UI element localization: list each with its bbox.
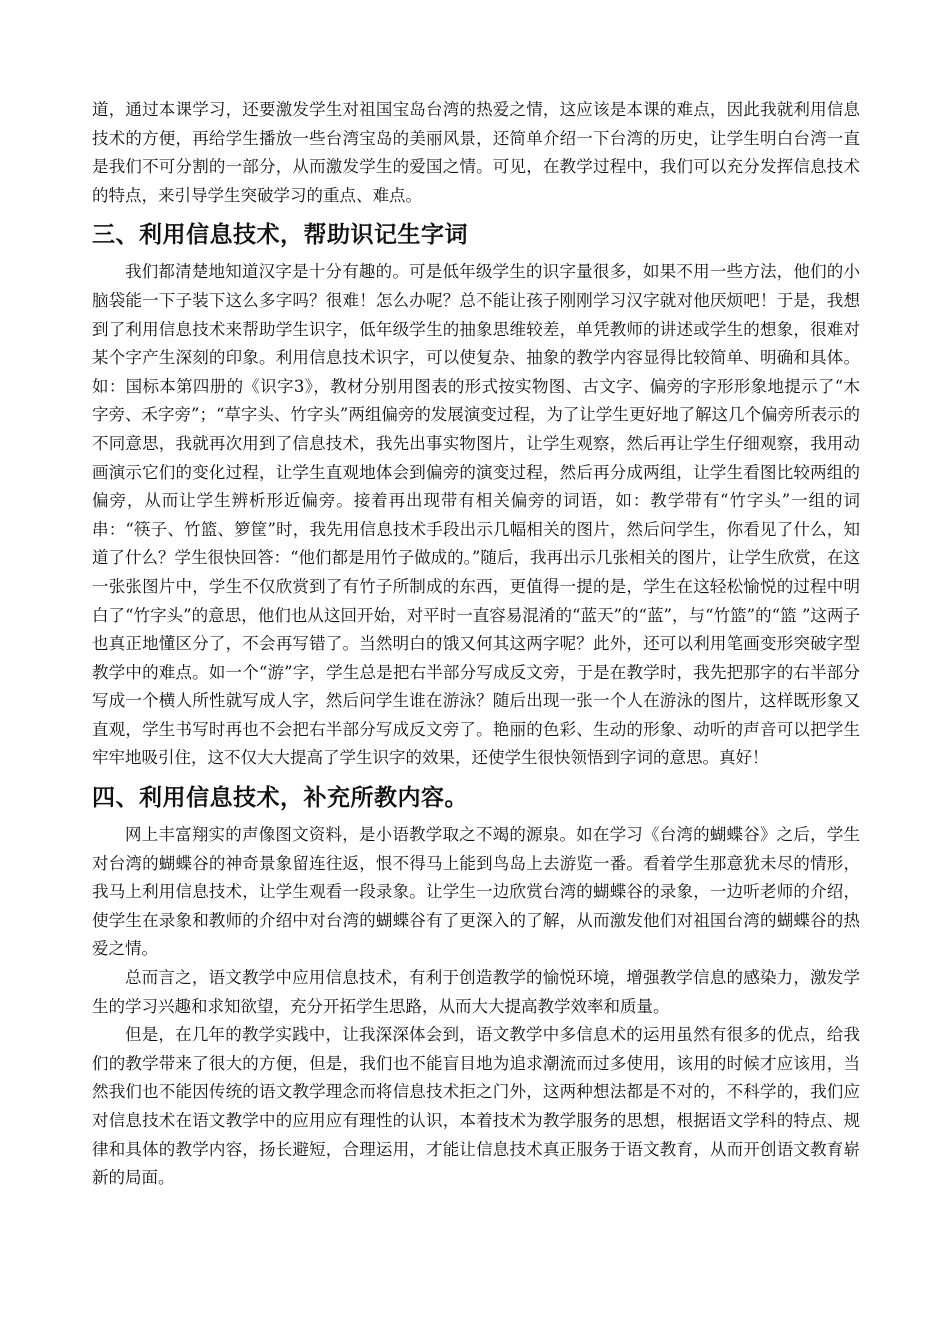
section-3-paragraph: 我们都清楚地知道汉字是十分有趣的。可是低年级学生的识字量很多，如果不用一些方法，他们的小脑袋能一下子装下这么多字吗？很难！怎么办呢？总不能让孩子刚刚学习汉字就对他厌烦吧！于是，我想到了利用信息技术来帮助学生识字，低年级学生的抽象思维较差，单凭教师的讲述或学生的想象，很难对某个字产生深刻的印象。利用信息技术识字，可以使复杂、抽象的教学内容显得比较简单、明确和具体。如：国标本第四册的《识字3》，教材分别用图表的形式按实物图、古文字、偏旁的字形形象地提示了“木字旁、禾字旁”；“草字头、竹字头”两组偏旁的发展演变过程，为了让学生更好地了解这几个偏旁所表示的不同意思，我就再次用到了信息技术，我先出事实物图片，让学生观察，然后再让学生仔细观察，我用动画演示它们的变化过程，让学生直观地体会到偏旁的演变过程，然后再分成两组，让学生看图比较两组的偏旁，从而让学生辨析形近偏旁。接着再出现带有相关偏旁的词语，如：教学带有“竹字头”一组的词串：“筷子、竹篮、箩筐”时，我先用信息技术手段出示几幅相关的图片，然后问学生，你看见了什么，知道了什么？学生很快回答：“他们都是用竹子做成的。”随后，我再出示几张相关的图片，让学生欣赏，在这一张张图片中，学生不仅欣赏到了有竹子所制成的东西，更值得一提的是，学生在这轻松愉悦的过程中明白了“竹字头”的意思，他们也从这回开始，对平时一直容易混淆的“蓝天”的“蓝”，与“竹篮”的“篮 ”这两子也真正地懂区分了，不会再写错了。当然明白的饿又何其这两字呢？此外，还可以利用笔画变形突破字型教学中的难点。如一个“游”字，学生总是把右半部分写成反文旁，于是在教学时，我先把那字的右半部分写成一个横人所性就写成人字，然后问学生谁在游泳？随后出现一张一个人在游泳的图片，这样既形象又直观，学生书写时再也不会把右半部分写成反文旁了。艳丽的色彩、生动的形象、动听的声音可以把学生牢牢地吸引住，这不仅大大提高了学生识字的效果，还使学生很快领悟到字词的意思。真好！ [92, 262, 860, 768]
section-4-paragraph: 网上丰富翔实的声像图文资料，是小语教学取之不竭的源泉。如在学习《台湾的蝴蝶谷》之后，学生对台湾的蝴蝶谷的神奇景象留连往返，恨不得马上能到鸟岛上去游览一番。看着学生那意犹未尽的情形，我马上利用信息技术，让学生观看一段录象。让学生一边欣赏台湾的蝴蝶谷的录象，一边听老师的介绍，使学生在录象和教师的介绍中对台湾的蝴蝶谷有了更深入的了解，从而激发他们对祖国台湾的蝴蝶谷的热爱之情。 [92, 825, 860, 959]
section-3-heading: 三、利用信息技术，帮助识记生字词 [92, 222, 468, 249]
closing-paragraph: 但是，在几年的教学实践中，让我深深体会到，语文教学中多信息术的运用虽然有很多的优点，给我们的教学带来了很大的方便，但是，我们也不能盲目地为追求潮流而过多使用，该用的时候才应该用，当然我们也不能因传统的语文教学理念而将信息技术拒之门外，这两种想法都是不对的，不科学的，我们应对信息技术在语文教学中的应用应有理性的认识，本着技术为教学服务的思想，根据语文学科的特点、规律和具体的教学内容，扬长避短，合理运用，才能让信息技术真正服务于语文教育，从而开创语文教育崭新的局面。 [92, 1025, 860, 1188]
intro-paragraph: 道，通过本课学习，还要激发学生对祖国宝岛台湾的热爱之情，这应该是本课的难点，因此我就利用信息技术的方便，再给学生播放一些台湾宝岛的美丽风景，还简单介绍一下台湾的历史，让学生明白台湾一直是我们不可分割的一部分，从而激发学生的爱国之情。可见，在教学过程中，我们可以充分发挥信息技术的特点，来引导学生突破学习的重点、难点。 [92, 100, 860, 205]
document-page [92, 96, 860, 1193]
summary-paragraph: 总而言之，语文教学中应用信息技术，有利于创造教学的愉悦环境，增强教学信息的感染力，激发学生的学习兴趣和求知欲望，充分开拓学生思路，从而大大提高教学效率和质量。 [92, 968, 860, 1016]
section-4-heading: 四、利用信息技术，补充所教内容。 [92, 785, 468, 812]
